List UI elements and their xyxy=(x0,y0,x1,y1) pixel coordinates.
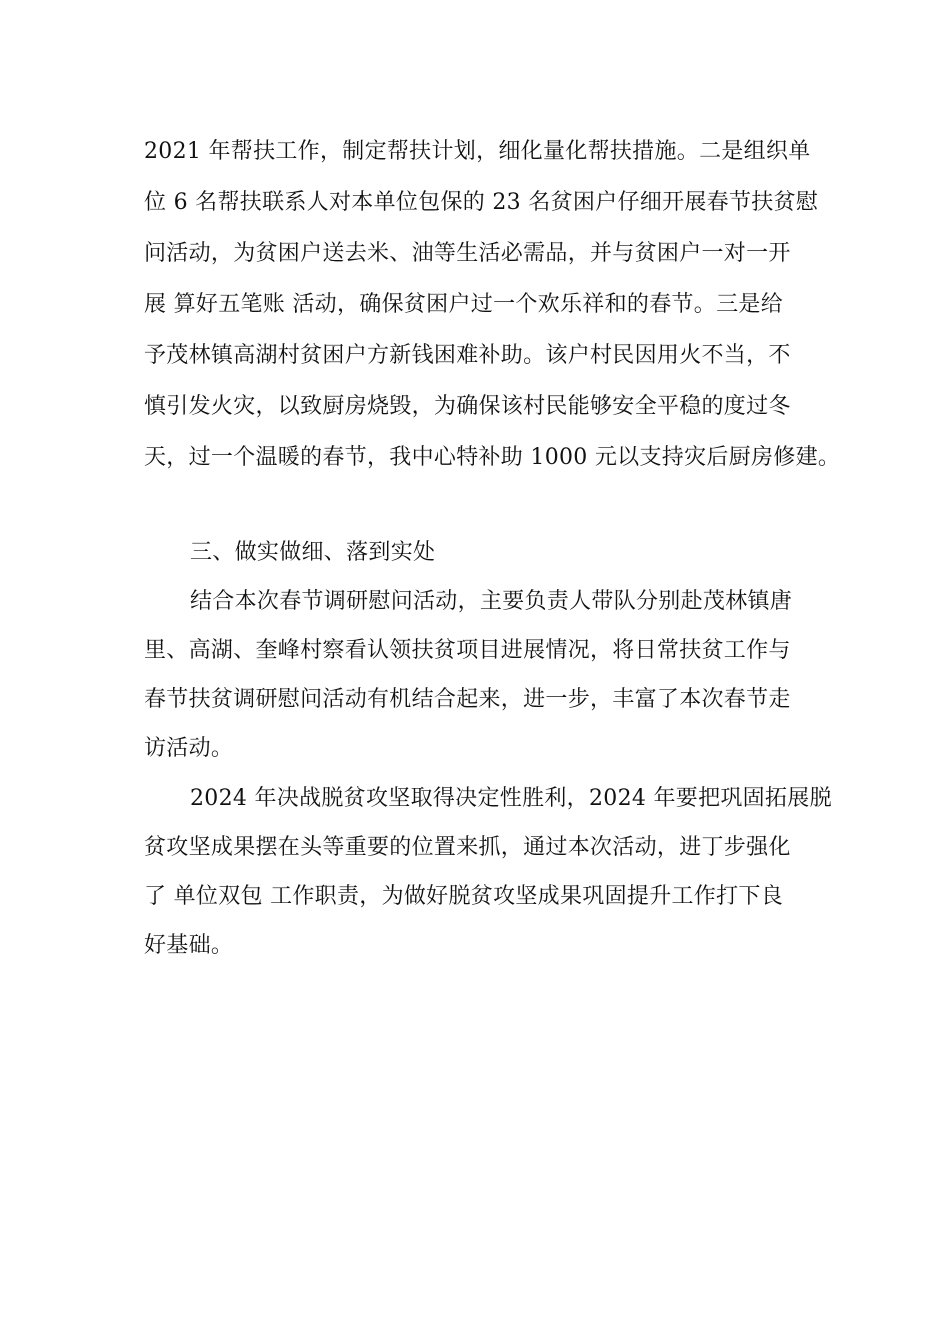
paragraph-3-line-1: 2024 年决战脱贫攻坚取得决定性胜利，2024 年要把巩固拓展脱 xyxy=(190,786,832,811)
paragraph-1-line-5: 予茂林镇高湖村贫困户方新钱困难补助。该户村民因用火不当，不 xyxy=(144,343,791,368)
paragraph-1-line-3: 问活动，为贫困户送去米、油等生活必需品，并与贫困户一对一开 xyxy=(144,241,791,266)
paragraph-3-line-2: 贫攻坚成果摆在头等重要的位置来抓，通过本次活动，进丁步强化 xyxy=(144,835,791,860)
paragraph-1-line-7: 天，过一个温暖的春节，我中心特补助 1000 元以支持灾后厨房修建。 xyxy=(144,445,841,470)
paragraph-3-line-3: 了 单位双包 工作职责，为做好脱贫攻坚成果巩固提升工作打下良 xyxy=(144,884,783,909)
paragraph-3-line-4: 好基础。 xyxy=(144,933,234,958)
paragraph-2-line-4: 访活动。 xyxy=(144,736,234,761)
paragraph-2-line-2: 里、高湖、奎峰村察看认领扶贫项目进展情况，将日常扶贫工作与 xyxy=(144,638,791,663)
section-heading: 三、做实做细、落到实处 xyxy=(190,540,436,565)
paragraph-1-line-2: 位 6 名帮扶联系人对本单位包保的 23 名贫困户仔细开展春节扶贫慰 xyxy=(144,190,819,215)
paragraph-2-line-1: 结合本次春节调研慰问活动，主要负责人带队分别赴茂林镇唐 xyxy=(190,589,793,614)
paragraph-1-line-4: 展 算好五笔账 活动，确保贫困户过一个欢乐祥和的春节。三是给 xyxy=(144,292,783,317)
paragraph-1-line-6: 慎引发火灾，以致厨房烧毁，为确保该村民能够安全平稳的度过冬 xyxy=(144,394,791,419)
paragraph-1-line-1: 2021 年帮扶工作，制定帮扶计划，细化量化帮扶措施。二是组织单 xyxy=(144,139,811,164)
paragraph-2-line-3: 春节扶贫调研慰问活动有机结合起来，进一步，丰富了本次春节走 xyxy=(144,687,791,712)
